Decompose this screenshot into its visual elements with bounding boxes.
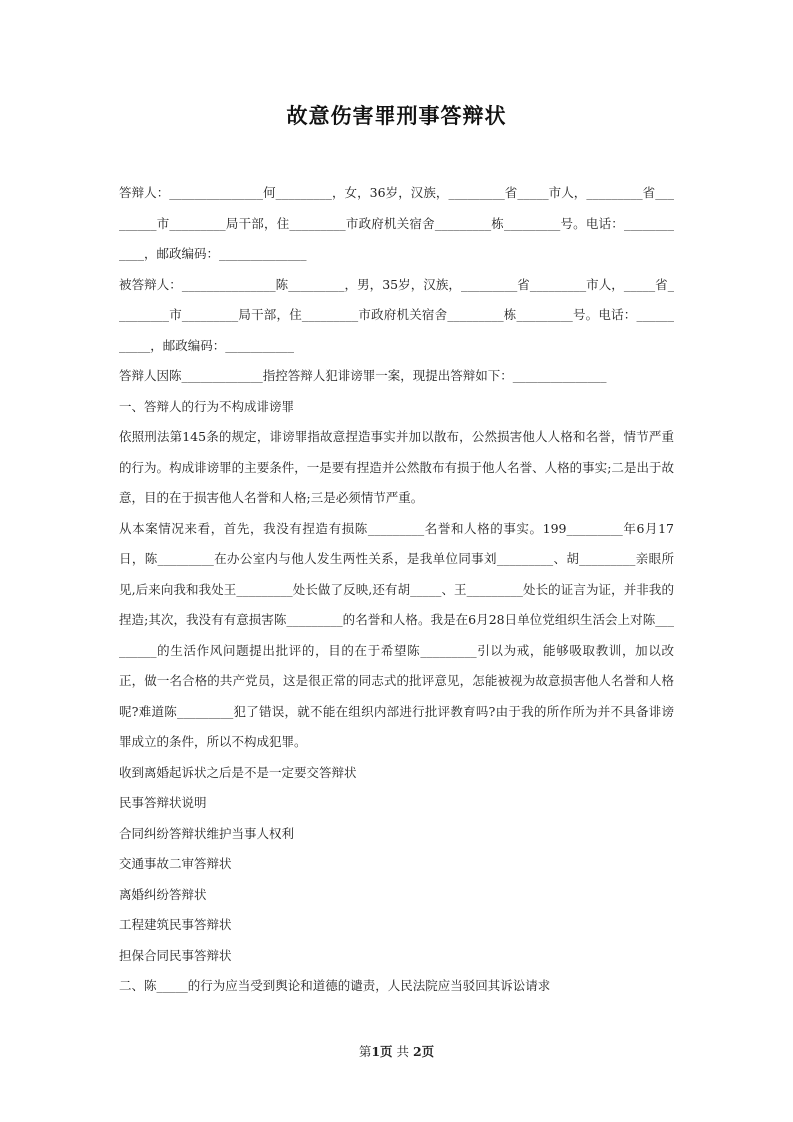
related-link-3: 合同纠纷答辩状维护当事人权利 [119,825,295,841]
footer-total-pages: 2页 [412,1044,435,1059]
page-footer [0,1042,793,1060]
related-link-6: 工程建筑民事答辩状 [119,917,232,932]
section-heading-1: 一、答辩人的行为不构成诽谤罪 [119,398,295,414]
paragraph-plaintiff-info: 被答辩人：_______________陈_________，男，35岁，汉族，_________省_________市人，_____省_________市_________局干部，住_________市政府机关宿舍_________栋_________号。电话：___________，邮政编码：___________ [119,276,674,353]
related-link-5: 离婚纠纷答辩状 [119,886,207,902]
section-heading-2: 二、陈_____的行为应当受到舆论和道德的谴责，人民法院应当驳回其诉讼请求 [119,978,551,993]
paragraph-law-definition: 依照刑法第145条的规定，诽谤罪指故意捏造事实并加以散布，公然损害他人人格和名誉，情节严重的行为。构成诽谤罪的主要条件，一是要有捏造并公然散布有损于他人名誉、人格的事实;二是出于故意，目的在于损害他人名誉和人格;三是必须情节严重。 [119,429,674,505]
related-link-2: 民事答辩状说明 [119,795,207,810]
related-link-1: 收到离婚起诉状之后是不是一定要交答辩状 [119,764,357,780]
paragraph-respondent-info: 答辩人：_______________何_________，女，36岁，汉族，_________省_____市人，_________省_________市_________局干部，住_________市政府机关宿舍_________栋_________号。电话：____________，邮政编码：______________ [119,185,674,261]
related-link-4: 交通事故二审答辩状 [119,856,232,871]
related-link-7: 担保合同民事答辩状 [119,947,232,963]
paragraph-intro: 答辩人因陈_____________指控答辩人犯诽谤罪一案，现提出答辩如下：_______________ [119,368,607,383]
paragraph-case-analysis: 从本案情况来看，首先，我没有捏造有损陈_________名誉和人格的事实。199_________年6月17日，陈_________在办公室内与他人发生两性关系，是我单位同事刘_________、胡_________亲眼所见,后来向我和我处王_________处长做了反映,还有胡_____、王_________处长的证言为证，并非我的捏造;其次，我没有有意损害陈_________的名誉和人格。我是在6月28日单位党组织生活会上对陈_________的生活作风问题提出批评的，目的在于希望陈_________引以为戒，能够吸取教训，加以改正，做一名合格的共产党员，这是很正常的同志式的批评意见，怎能被视为故意损害他人名誉和人格呢?难道陈_________犯了错误，就不能在组织内部进行批评教育吗?由于我的所作所为并不具备诽谤罪成立的条件，所以不构成犯罪。 [119,520,674,749]
document-title: 故意伤害罪刑事答辩状 [286,103,507,128]
footer-middle: 共 [392,1044,413,1059]
footer-current-page: 1页 [371,1044,393,1059]
document-body [119,178,674,1002]
footer-prefix: 第 [358,1044,372,1059]
